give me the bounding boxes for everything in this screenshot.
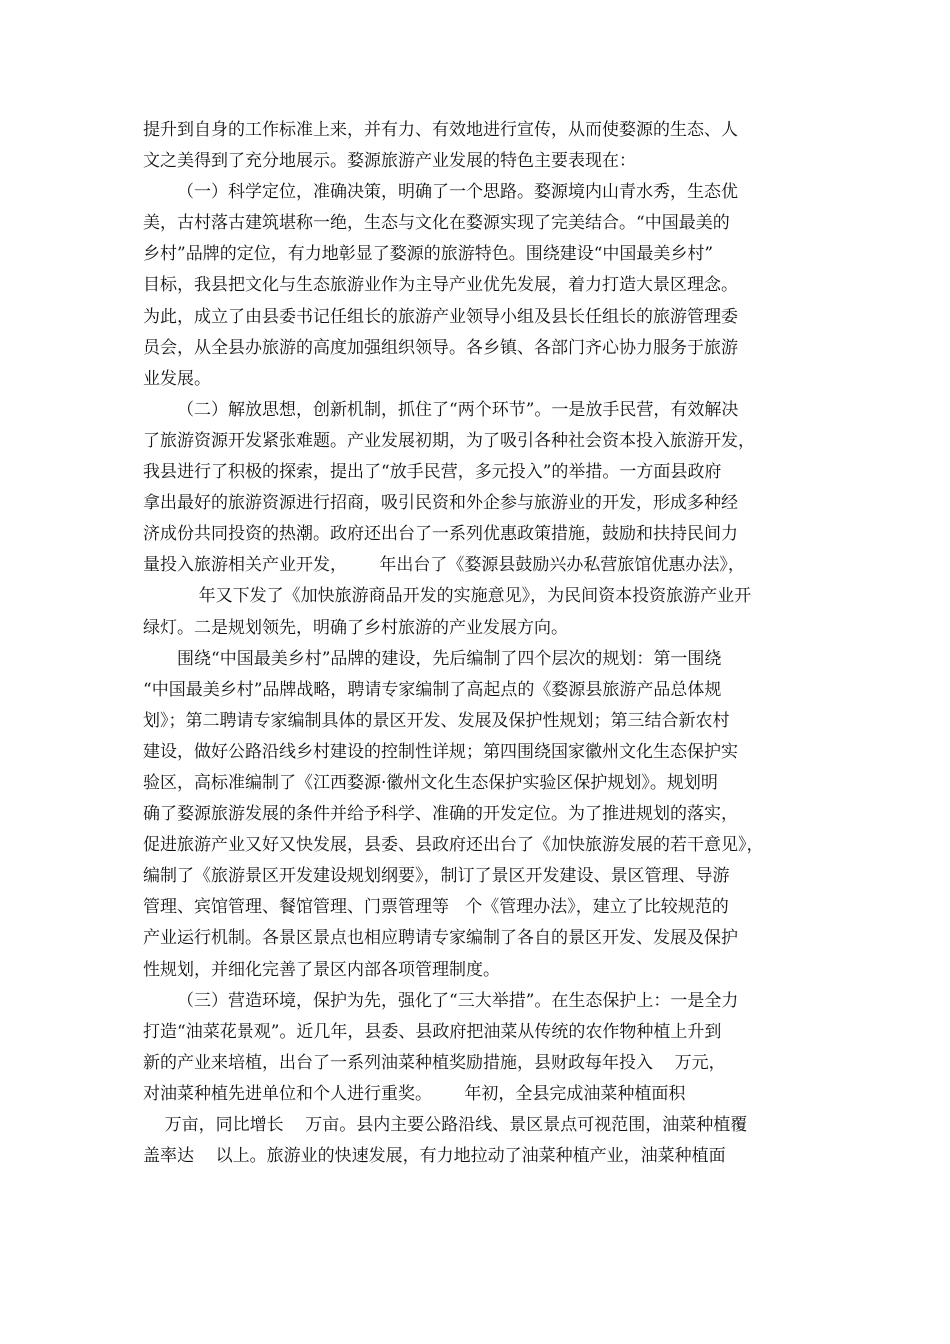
text-line: 万亩，同比增长 万亩。县内主要公路沿线、景区景点可视范围，油菜种植覆 [143,1115,748,1135]
text-line: 建设，做好公路沿线乡村建设的控制性详规；第四围绕国家徽州文化生态保护实 [143,741,738,762]
text-line: （一）科学定位，准确决策，明确了一个思路。婺源境内山青水秀，生态优 [177,182,738,203]
text-line: 年又下发了《加快旅游商品开发的实施意见》，为民间资本投资旅游产业开 [177,586,752,607]
text-line: 我县进行了积极的探索，提出了“放手民营，多元投入”的举措。一方面县政府 [143,462,722,483]
text-line: 促进旅游产业又好又快发展，县委、县政府还出台了《加快旅游发展的若干意见》， [143,835,764,856]
text-line: 济成份共同投资的热潮。政府还出台了一系列优惠政策措施，鼓励和扶持民间力 [143,524,738,545]
text-line: “中国最美乡村”品牌战略，聘请专家编制了高起点的《婺源县旅游产品总体规 [143,679,722,700]
text-line: 文之美得到了充分地展示。婺源旅游产业发展的特色主要表现在： [143,151,636,172]
text-line: 新的产业来培植，出台了一系列油菜种植奖励措施，县财政每年投入 万元， [143,1052,726,1073]
text-line: 为此，成立了由县委书记任组长的旅游产业领导小组及县长任组长的旅游管理委 [143,306,738,327]
text-line: 目标，我县把文化与生态旅游业作为主导产业优先发展，着力打造大景区理念。 [143,275,738,296]
text-line: 验区，高标准编制了《江西婺源·徽州文化生态保护实验区保护规划》。规划明 [143,772,718,793]
text-line: 产业运行机制。各景区景点也相应聘请专家编制了各自的景区开发、发展及保护 [143,928,738,949]
text-line: 美，古村落古建筑堪称一绝，生态与文化在婺源实现了完美结合。“中国最美的 [143,213,730,234]
text-line: 员会，从全县办旅游的高度加强组织领导。各乡镇、各部门齐心协力服务于旅游 [143,337,738,358]
text-line: 业发展。 [143,368,211,389]
text-line: 乡村”品牌的定位，有力地彰显了婺源的旅游特色。围绕建设“中国最美乡村” [143,244,714,265]
text-line: 确了婺源旅游发展的条件并给予科学、准确的开发定位。为了推进规划的落实， [143,804,738,825]
text-line: 拿出最好的旅游资源进行招商，吸引民资和外企参与旅游业的开发，形成多种经 [143,493,738,514]
text-line: 管理、宾馆管理、餐馆管理、门票管理等 个《管理办法》，建立了比较规范的 [143,897,729,918]
text-line: 对油菜种植先进单位和个人进行重奖。 年初，全县完成油菜种植面积 [143,1083,686,1104]
text-line: 编制了《旅游景区开发建设规划纲要》，制订了景区开发建设、景区管理、导游 [143,866,730,887]
text-line: 绿灯。二是规划领先，明确了乡村旅游的产业发展方向。 [143,617,568,638]
text-line: 打造“油菜花景观”。近几年，县委、县政府把油菜从传统的农作物种植上升到 [143,1021,722,1042]
text-line: 性规划，并细化完善了景区内部各项管理制度。 [143,959,500,980]
text-line: 划》；第二聘请专家编制具体的景区开发、发展及保护性规划；第三结合新农村 [143,710,730,731]
text-line: 盖率达 以上。旅游业的快速发展，有力地拉动了油菜种植产业，油菜种植面 [143,1146,726,1167]
text-line: （二）解放思想，创新机制，抓住了“两个环节”。一是放手民营，有效解决 [177,399,739,420]
text-line: 量投入旅游相关产业开发， 年出台了《婺源县鼓励兴办私营旅馆优惠办法》， [143,555,745,576]
text-line: 提升到自身的工作标准上来，并有力、有效地进行宣传，从而使婺源的生态、人 [143,120,738,140]
text-line: 围绕“中国最美乡村”品牌的建设，先后编制了四个层次的规划：第一围绕 [177,648,722,669]
text-line: 了旅游资源开发紧张难题。产业发展初期，为了吸引各种社会资本投入旅游开发， [143,430,755,451]
text-line: （三）营造环境，保护为先，强化了“三大举措”。在生态保护上：一是全力 [177,990,739,1011]
document-body [143,115,808,1172]
